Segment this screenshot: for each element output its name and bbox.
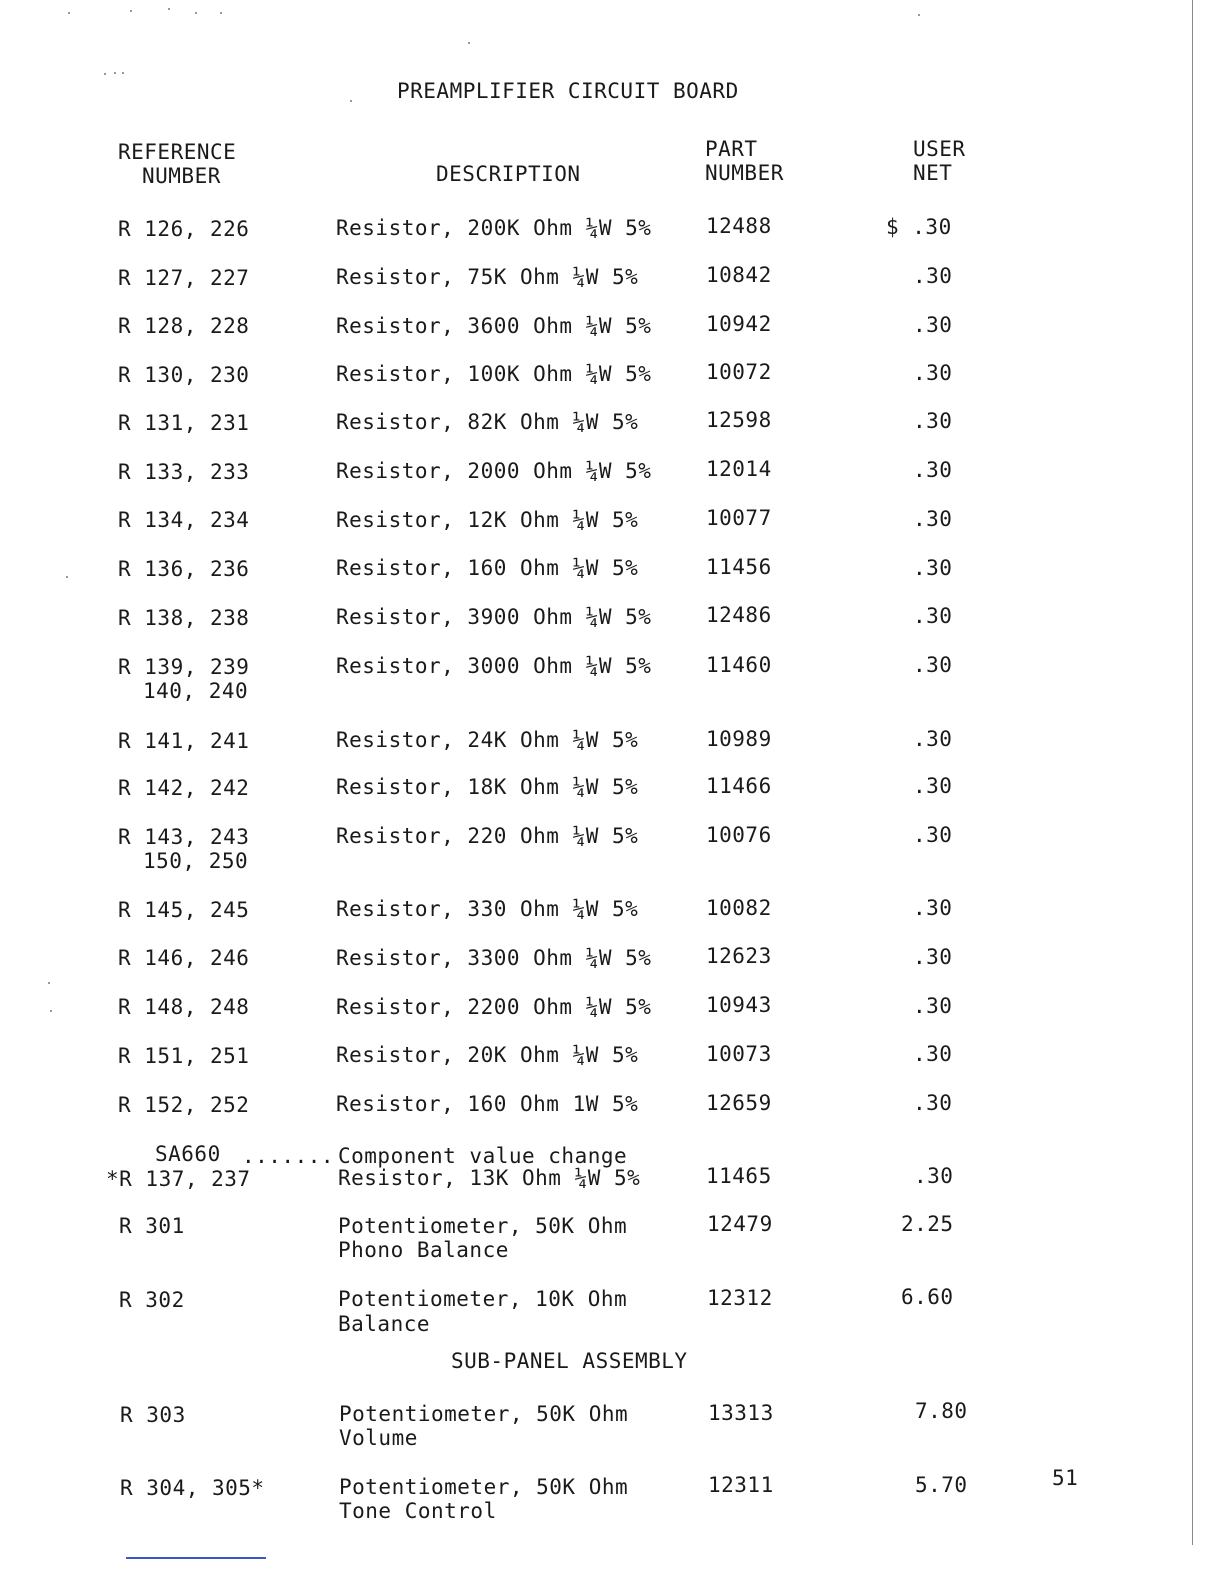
description: Resistor, 100K Ohm ¼W 5% (336, 362, 652, 386)
part-number: 10989 (706, 727, 772, 751)
model-label: SA660 (155, 1142, 221, 1166)
part-number: 11466 (706, 774, 772, 798)
user-net-price: 7.80 (915, 1399, 968, 1423)
scan-speck (168, 8, 170, 10)
scan-speck (220, 12, 222, 14)
description: Potentiometer, 50K Ohm (339, 1475, 629, 1499)
part-number: 12659 (706, 1091, 772, 1115)
ref-number: R 131, 231 (118, 411, 250, 435)
section-title: SUB-PANEL ASSEMBLY (451, 1349, 688, 1373)
ref-number-continued: 150, 250 (143, 849, 249, 873)
part-number: 12623 (706, 944, 772, 968)
user-net-price: 2.25 (901, 1212, 954, 1236)
scan-speck (350, 100, 352, 102)
page-title: PREAMPLIFIER CIRCUIT BOARD (397, 79, 739, 103)
description: Potentiometer, 10K Ohm (338, 1287, 628, 1311)
user-net-price: .30 (913, 507, 953, 531)
description: Resistor, 330 Ohm ¼W 5% (336, 897, 639, 921)
header-description: DESCRIPTION (436, 162, 581, 186)
description: Resistor, 3600 Ohm ¼W 5% (336, 314, 652, 338)
description: Resistor, 12K Ohm ¼W 5% (336, 508, 639, 532)
scan-speck (66, 576, 68, 578)
ref-number: R 133, 233 (118, 460, 250, 484)
ref-number-continued: 140, 240 (143, 679, 249, 703)
scan-speck (918, 14, 920, 16)
part-number: 11456 (706, 555, 772, 579)
ref-number: R 142, 242 (118, 776, 250, 800)
ref-number: R 143, 243 (118, 825, 250, 849)
ref-number: R 128, 228 (118, 314, 250, 338)
ref-number: R 151, 251 (118, 1044, 250, 1068)
user-net-price: .30 (913, 994, 953, 1018)
part-number: 10076 (706, 823, 772, 847)
ref-number: R 146, 246 (118, 946, 250, 970)
part-number: 12311 (708, 1473, 774, 1497)
part-number: 10082 (706, 896, 772, 920)
user-net-price: .30 (913, 361, 953, 385)
description: Resistor, 220 Ohm ¼W 5% (336, 824, 639, 848)
ref-number: R 136, 236 (118, 557, 250, 581)
description: Resistor, 24K Ohm ¼W 5% (336, 728, 639, 752)
scan-speck (195, 12, 197, 14)
scan-speck (50, 1010, 52, 1012)
change-note: Component value change (338, 1144, 628, 1168)
page-number: 51 (1052, 1466, 1079, 1490)
ref-number: R 303 (120, 1403, 186, 1427)
part-number: 10073 (706, 1042, 772, 1066)
description: Resistor, 20K Ohm ¼W 5% (336, 1043, 639, 1067)
header-part: PART (705, 137, 758, 161)
ref-number: R 301 (119, 1214, 185, 1238)
scan-speck (68, 12, 70, 14)
part-number: 11465 (706, 1164, 772, 1188)
description: Resistor, 18K Ohm ¼W 5% (336, 775, 639, 799)
description: Resistor, 75K Ohm ¼W 5% (336, 265, 639, 289)
part-number: 10077 (706, 506, 772, 530)
header-part-number: NUMBER (705, 161, 784, 185)
description: Resistor, 3900 Ohm ¼W 5% (336, 605, 652, 629)
user-net-price: .30 (913, 264, 953, 288)
ref-number: R 127, 227 (118, 266, 250, 290)
user-net-price: .30 (913, 604, 953, 628)
ref-number: R 130, 230 (118, 363, 250, 387)
ref-number: R 152, 252 (118, 1093, 250, 1117)
ref-number: R 138, 238 (118, 606, 250, 630)
header-net: NET (913, 161, 953, 185)
ref-number: R 126, 226 (118, 217, 250, 241)
description: Resistor, 200K Ohm ¼W 5% (336, 216, 652, 240)
ref-number: R 304, 305* (120, 1476, 265, 1500)
part-number: 10942 (706, 312, 772, 336)
user-net-price: .30 (913, 774, 953, 798)
scan-speck (104, 73, 106, 75)
ref-number: R 139, 239 (118, 655, 250, 679)
scan-speck (48, 982, 50, 984)
description: Resistor, 2200 Ohm ¼W 5% (336, 995, 652, 1019)
user-net-price: .30 (913, 823, 953, 847)
part-number: 11460 (706, 653, 772, 677)
ref-number: *R 137, 237 (106, 1167, 251, 1191)
description: Resistor, 160 Ohm 1W 5% (336, 1092, 639, 1116)
user-net-price: .30 (913, 458, 953, 482)
description: Resistor, 160 Ohm ¼W 5% (336, 556, 639, 580)
description: Potentiometer, 50K Ohm (339, 1402, 629, 1426)
description-detail: Balance (338, 1312, 431, 1336)
ref-number: R 145, 245 (118, 898, 250, 922)
ref-number: R 134, 234 (118, 508, 250, 532)
dot-leader: ....... (242, 1144, 335, 1168)
ref-number: R 148, 248 (118, 995, 250, 1019)
part-number: 12486 (706, 603, 772, 627)
part-number: 12479 (707, 1212, 773, 1236)
user-net-price: .30 (913, 409, 953, 433)
part-number: 10943 (706, 993, 772, 1017)
part-number: 12014 (706, 457, 772, 481)
scan-speck (130, 10, 132, 12)
page-edge-rule (1192, 0, 1193, 1545)
scan-speck (122, 72, 124, 74)
description-detail: Phono Balance (338, 1238, 509, 1262)
description-detail: Volume (339, 1426, 418, 1450)
user-net-price: .30 (913, 945, 953, 969)
user-net-price: $ .30 (886, 215, 952, 239)
description: Resistor, 2000 Ohm ¼W 5% (336, 459, 652, 483)
description: Resistor, 13K Ohm ¼W 5% (338, 1166, 641, 1190)
description: Potentiometer, 50K Ohm (338, 1214, 628, 1238)
part-number: 12488 (706, 214, 772, 238)
user-net-price: .30 (914, 1164, 954, 1188)
scan-speck (468, 42, 470, 44)
description: Resistor, 3300 Ohm ¼W 5% (336, 946, 652, 970)
user-net-price: .30 (913, 313, 953, 337)
part-number: 10072 (706, 360, 772, 384)
part-number: 13313 (708, 1401, 774, 1425)
part-number: 12598 (706, 408, 772, 432)
user-net-price: .30 (913, 896, 953, 920)
footnote-rule (126, 1557, 266, 1559)
user-net-price: .30 (913, 556, 953, 580)
header-reference: REFERENCE (118, 140, 237, 164)
user-net-price: 5.70 (915, 1473, 968, 1497)
ref-number: R 302 (119, 1288, 185, 1312)
scan-speck (114, 72, 116, 74)
header-user: USER (913, 137, 966, 161)
description-detail: Tone Control (339, 1499, 497, 1523)
part-number: 12312 (707, 1286, 773, 1310)
part-number: 10842 (706, 263, 772, 287)
user-net-price: .30 (913, 653, 953, 677)
ref-number: R 141, 241 (118, 729, 250, 753)
user-net-price: 6.60 (901, 1285, 954, 1309)
user-net-price: .30 (913, 727, 953, 751)
user-net-price: .30 (913, 1042, 953, 1066)
header-number: NUMBER (142, 164, 221, 188)
user-net-price: .30 (913, 1091, 953, 1115)
description: Resistor, 82K Ohm ¼W 5% (336, 410, 639, 434)
description: Resistor, 3000 Ohm ¼W 5% (336, 654, 652, 678)
